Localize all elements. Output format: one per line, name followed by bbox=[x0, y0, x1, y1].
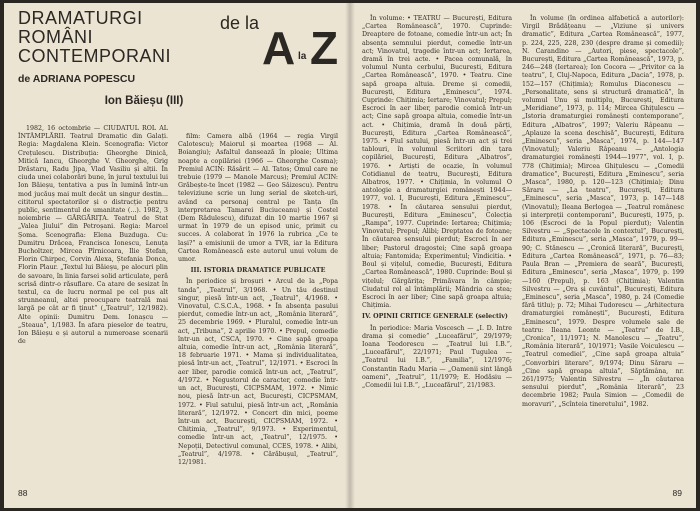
left-column-2 bbox=[178, 133, 338, 495]
heading-de-la: de la bbox=[220, 13, 260, 33]
right-column-2 bbox=[522, 15, 684, 495]
left-column-1 bbox=[18, 125, 168, 495]
section-heading-4: IV. OPINII CRITICE GENERALE (selectiv) bbox=[362, 313, 508, 321]
left-column-2-list: În periodice și broșuri • Arcul de la „Popa tanda”, „Teatrul”, 3/1968. • Un tău destinul singur, piesă într-un act, „Teatrul”, 4/1968. • Vinovatul, C.S.C.A., 1968. • În absența pasului pierdut, comedie într-un act, „România literară”, 25 decembrie 1969. • Pluralul, comedie într-un act, „Tribuna”, 2 aprilie 1970. • Prepul, comedie într-un act, CSCA, 1970. • Cine sapă groapa altuia, comedie într-un act, „România literară”, 18 februarie 1971. • Mama și individualitatea, piesă într-un act, „Teatrul”, 12/1971. • Escroci în aer liber, parodie comică într-un act, „Teatrul”, 4/1972. • Negustorul de caracter, comedie într-un act, București, CICPSMAM, 1972. • Nimic nou, piesă într-un act, București, CICPSMAM, 1972. • Fiul satului, piesă într-un act, „România literară”, 12/1972. • Concert din mici, poeme într-un act, București, CICPSMAM, 1972. • Chițimia, „Teatrul”, 9/1973. • Experimentul, comedie într-un act, „Teatrul”, 12/1975. • Nepoții, Detectivul comunal, CCES, 1978. • Alibi, „Teatrul”, 4/1978. • Cărăbușul, „Teatrul”, 12/1981. bbox=[178, 278, 338, 466]
right-column-1-text: În volume: • TEATRU — București, Editura „Cartea Românească”, 1970. Cuprinde: Dreaptere de fotoane, comedie într-un act; În absența semnului pierdut, comedie într-un act; Vinovatul, tragedie într-un act; Iertarea, dramă în trei acte. • Pacea comunală, în volumul Nunta cerbului, București, Editura „Cartea Românească”, 1970. • Teatru. Cine sapă groapa altuia. Dreme și comedii, București, Editura „Eminescu”, 1974. Cuprinde: Chițimia; Iertare; Vinovatul; Prepul; Escroci în aer liber, parodie comică într-un act; Cine sapă groapa altuia, comedie într-un act. • Chițimia, dramă în două părți, București, Editura „Cartea Românească”, 1975. • Fiul satului, piesă într-un act și trei tablouri, în volumul Scriitori din țara copilăriei, București, Editura „Albatros”, 1976. • Artiști de ocazie, în volumul Cotidianul de teatru, București, Editura Albatros, 1977. • Chițimia, în volumul O antologie a dramaturgiei românești 1944—1977, vol. I, București, Editura „Eminescu”, 1978. • În căutarea sensului pierdut, București, Editura „Eminescu”, Colecția „Rampa”, 1977. Cuprinde: Iertarea; Chițimia; Vinovatul; Prepul; Alibi; Dreptatea de fotoane; În căutarea sensului pierdut; Escroci în aer liber; Pastorul dragostei; Cine sapă groapa altuia; Fantomida; Experimentul; Vindicitia. • Boul și vițelul, comedie, București, Editura „Cartea Românească”, 1980. Cuprinde: Boul și vițelul; Gărgărița; Primăvara în câmpie; Ciudatul rol al întâmplării; Mândria ca stea; Escroci în aer liber; Cine sapă groapa altuia; Chițimia. bbox=[362, 15, 513, 310]
page-number-right: 89 bbox=[672, 488, 682, 498]
heading-letter-a: A bbox=[262, 22, 296, 74]
right-column-2-text: În volume (în ordinea alfabetică a autorilor): Virgil Brădățeanu — „Viziune și univers dramatic”, Editura „Cartea Românească”, 1977, p. 224, 225, 228, 230 (despre drame și comedii); N. Carandino — „Autori, piese, spectacole”, București, Editura „Cartea Românească”, 1973, p. 246—248 (Iertarea); Ion Cocora — „Privitor ca la teatru”, I, Cluj-Napoca, Editura „Dacia”, 1978, p. 152—157 (Chițimia); Romulus Diaconescu — „Personalitate, sens și structură dramatică”, în volumul Unu și multiplu, București, Editura „Meridiane”, 1973, p. 114; Mircea Ghițulescu — „Istoria dramaturgiei românești contemporane”, Editura „Albatros”, 1997; Valeriu Râpeanu — „Aplauze la scena deschisă”, București, Editura „Eminescu”, seria „Masca”, 1974, p. 144—147 (Vinovatul); Valeriu Râpeanu — „Antologia dramaturgiei românești 1944—1977”, vol. I, p. 778 (Chițimia); Mircea Ghițulescu — „Comedii dramatice”, București, Editura „Eminescu”, seria „Masca”, 1980, p. 120—123 (Chițimia); Dinu Săraru — „La teatru”, București, Editura „Eminescu”, seria „Masca”, 1973, p. 147—148 (Vinovatul); Ileana Berlogea — „Teatrul românesc și interpreții contemporani”, București, 1975, p. 106 (Escroci de la Popul pierdut); Valentin Silvestru — „Spectacole în contextul”, București, Editura „Eminescu”, seria „Masca”, 1979, p. 99—90; C. Stănescu — „Cronică literară”, București, Editura „Cartea Românească”, 1971, p. 76—83; Paula Bran — „Premiera de seară”, București, Editura „Eminescu”, seria „Masca”, 1979, p. 199—160 (Prepul), p. 163 (Chițimia); Valentin Silvestru — „Ora și cuvântul”, București, Editura „Eminescu”, seria „Masca”, 1980, p. 24 (Comedie fără titlu); p. 72; Mihai Tudorescu — „Arhitectura dramaturgiei românești”, București, Editura „Eminescu”, 1979. Despre volumele sale de teatru: Ileana Leonte — „Teatru” de I.B., „Cronica”, 11/1971; N. Manolescu — „Teatru”, „România literară”, 10/1971; Vasile Voiculescu — „Teatrul comediei”, „Cine sapă groapa altuia” „Convorbiri literare”, 9/1974; Dinu Săraru — „Cine sapă groapa altuia”, Săptămâna, nr. 261/1975; Valentin Silvestru — „În căutarea sensului pierdut”, „România literară”, 23 decembrie 1982; Paula Simion — „Comedii de moravuri”, „Scînteia tineretului”, 1982. bbox=[522, 15, 684, 408]
right-column-1 bbox=[362, 15, 512, 495]
heading-la: la bbox=[298, 51, 307, 62]
left-column-2-text: film: Camera albă (1964 — regia Virgil Calotescu); Maiorul și moartea (1968 — Al. Boiangiu); Asfaltul dansează în ploaie; Ultima noapte a copilăriei (1966 — Gheorghe Cosma); Premiul ACIN: Răsărit — Al. Tatos; Omul care ne trebuie (1979 — Manole Marcus); Premiul ACIN: Grăbește-te încet (1982 — Geo Săizescu). Pentru televiziune scrie un lung serial de sketch-uri, având ca personaj central pe Tanța (în interpretarea Tamarei Buciuceanu) și Costel (Dem Rădulescu), difuzat din 10 martie 1967 și urmat în 1979 de un episod unic, primit cu succes. A colaborat în 1976 la rubrica „Ce te lași?” a emisiunii de umor a TVR, iar la Editura Cartea Românească este autorul unui volum de umor. bbox=[178, 133, 338, 264]
heading-letter-z: Z bbox=[310, 22, 339, 74]
article-title: DRAMATURGI ROMÂNI CONTEMPORANI bbox=[18, 8, 172, 66]
article-author: de ADRIANA POPESCU bbox=[18, 73, 136, 85]
left-column-1-text: 1982, 16 octombrie — CIUDATUL ROL AL ÎNTÂMPLĂRII. Teatrul Dramatic din Galați. Regia: Magdalena Klein. Scenografia: Victor Crețulescu. Distribuția: Gheorghe Dinică, Mitică Iancu, Gheorghe V. Gheorghe, Grig Drăstaru, Radu Jipa, Vlad Vasiliu și alții. În ciuda unei colaborări bune, în jurul textului lui Ion Băieșu, tentativa a pus în lumină într-un mod jucăuș mai mult decât un singur destin... cititorul spectatorilor și o distracție pentru public, sentimentul de umanitate (...). 1982, 3 noiembrie — GĂRGĂRIȚA. Teatrul de Stat „Valea Jiului” din Petroșani. Regia: Marcel Șoma. Scenografia: Elena Buzduga. Cu: Dumitru Drăcea, Francisca Ionescu, Lenuța Bucholtzer, Mircea Pîrnicoara, Ilie Ștefan, Florin Chirpec, Corvin Alexa, Ștefania Donca, Florin Plaur. „Textul lui Băieșu, pe alocuri plin de savoare, în linia farsei solid articulate, peră scrisă dintr-o răsuflare. Ca atare de sesizat în textul, ca de lucru normal pe cel pus alt strunneanul, altei preocupare teatrală mai largă pe cât ar fi ținut” („Teatrul”, 12/1982). Alte opinii: Dumitru Dem. Ionașcu — „Steaua”, 1/1983. În afara pieselor de teatru, Ion Băieșu e și autorul a numeroase scenarii de bbox=[18, 125, 168, 346]
subject-heading: Ion Băieșu (III) bbox=[104, 95, 184, 107]
magazine-spread bbox=[4, 3, 696, 508]
page-number-left: 88 bbox=[18, 488, 28, 498]
right-column-1-critics: În periodice: Maria Voscesch — „I. D. Intre drama și comedie” „Luceafărul”, 29/1979; Ioana Teodorescu — „Teatrul lui I.B.”, „Luceafărul”, 22/1971; Paul Tugulea — „Teatrul lui I.B.”, „Familia”, 12/1976; Constantin Radu Maria — „Oamenii sint lângă oameni”, „Teatrul”, 11/1979; E. Hodăsiu — „Comedii lui I.B.”, „Luceafărul”, 21/1983. bbox=[362, 324, 512, 389]
section-heading-3: III. ISTORIA DRAMATICE PUBLICATE bbox=[190, 267, 326, 275]
